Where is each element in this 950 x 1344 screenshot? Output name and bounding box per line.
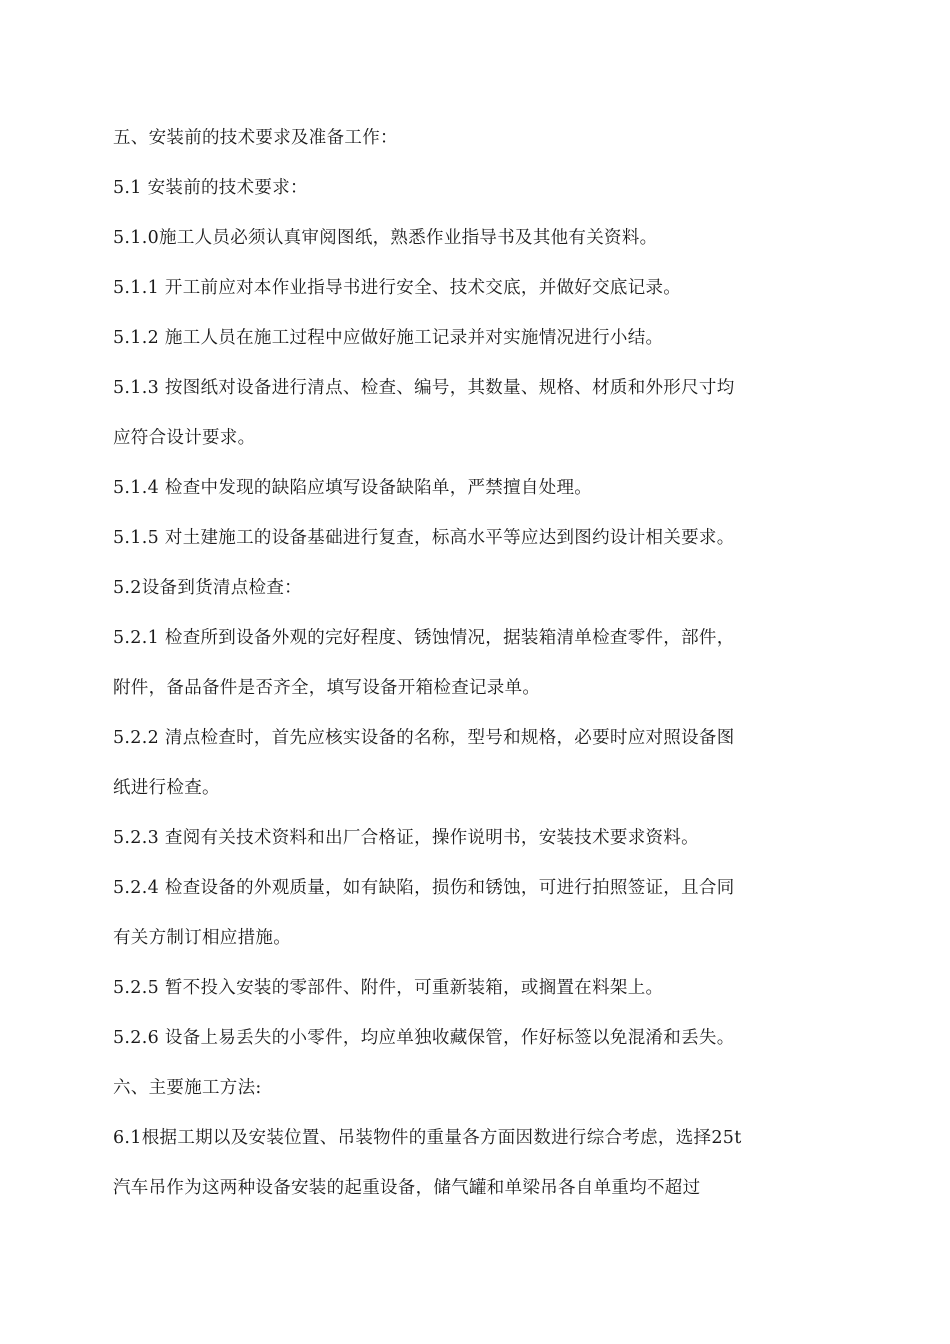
paragraph-5-2-1-cont: 附件，备品备件是否齐全，填写设备开箱检查记录单。 [113, 678, 541, 698]
paragraph-5-1-3-cont: 应符合设计要求。 [113, 428, 256, 448]
paragraph-6-1-cont: 汽车吊作为这两种设备安装的起重设备，储气罐和单梁吊各自单重均不超过 [113, 1178, 701, 1198]
paragraph-5-1-0: 5.1.0施工人员必须认真审阅图纸，熟悉作业指导书及其他有关资料。 [113, 228, 658, 248]
paragraph-5-1-3: 5.1.3 按图纸对设备进行清点、检查、编号，其数量、规格、材质和外形尺寸均 [113, 378, 735, 398]
paragraph-5-2-3: 5.2.3 查阅有关技术资料和出厂合格证，操作说明书，安装技术要求资料。 [113, 828, 699, 848]
paragraph-5-2-6: 5.2.6 设备上易丢失的小零件，均应单独收藏保管，作好标签以免混淆和丢失。 [113, 1028, 735, 1048]
paragraph-5-2-2-cont: 纸进行检查。 [113, 778, 220, 798]
paragraph-5-2-4: 5.2.4 检查设备的外观质量，如有缺陷，损伤和锈蚀，可进行拍照签证，且合同 [113, 878, 735, 898]
paragraph-5-2-2: 5.2.2 清点检查时，首先应核实设备的名称，型号和规格，必要时应对照设备图 [113, 728, 735, 748]
paragraph-5-1-2: 5.1.2 施工人员在施工过程中应做好施工记录并对实施情况进行小结。 [113, 328, 664, 348]
paragraph-5-2-5: 5.2.5 暂不投入安装的零部件、附件，可重新装箱，或搁置在料架上。 [113, 978, 664, 998]
subsection-heading-5-2: 5.2设备到货清点检查： [113, 578, 302, 598]
paragraph-5-1-5: 5.1.5 对土建施工的设备基础进行复查，标高水平等应达到图约设计相关要求。 [113, 528, 735, 548]
section-heading-5: 五、安装前的技术要求及准备工作： [113, 128, 398, 148]
subsection-heading-5-1: 5.1 安装前的技术要求： [113, 178, 308, 198]
paragraph-5-2-1: 5.2.1 检查所到设备外观的完好程度、锈蚀情况，据装箱清单检查零件，部件， [113, 628, 735, 648]
paragraph-5-2-4-cont: 有关方制订相应措施。 [113, 928, 291, 948]
paragraph-5-1-4: 5.1.4 检查中发现的缺陷应填写设备缺陷单，严禁擅自处理。 [113, 478, 593, 498]
section-heading-6: 六、主要施工方法: [113, 1078, 262, 1098]
paragraph-5-1-1: 5.1.1 开工前应对本作业指导书进行安全、技术交底，并做好交底记录。 [113, 278, 682, 298]
paragraph-6-1: 6.1根据工期以及安装位置、吊装物件的重量各方面因数进行综合考虑，选择25t [113, 1128, 742, 1148]
